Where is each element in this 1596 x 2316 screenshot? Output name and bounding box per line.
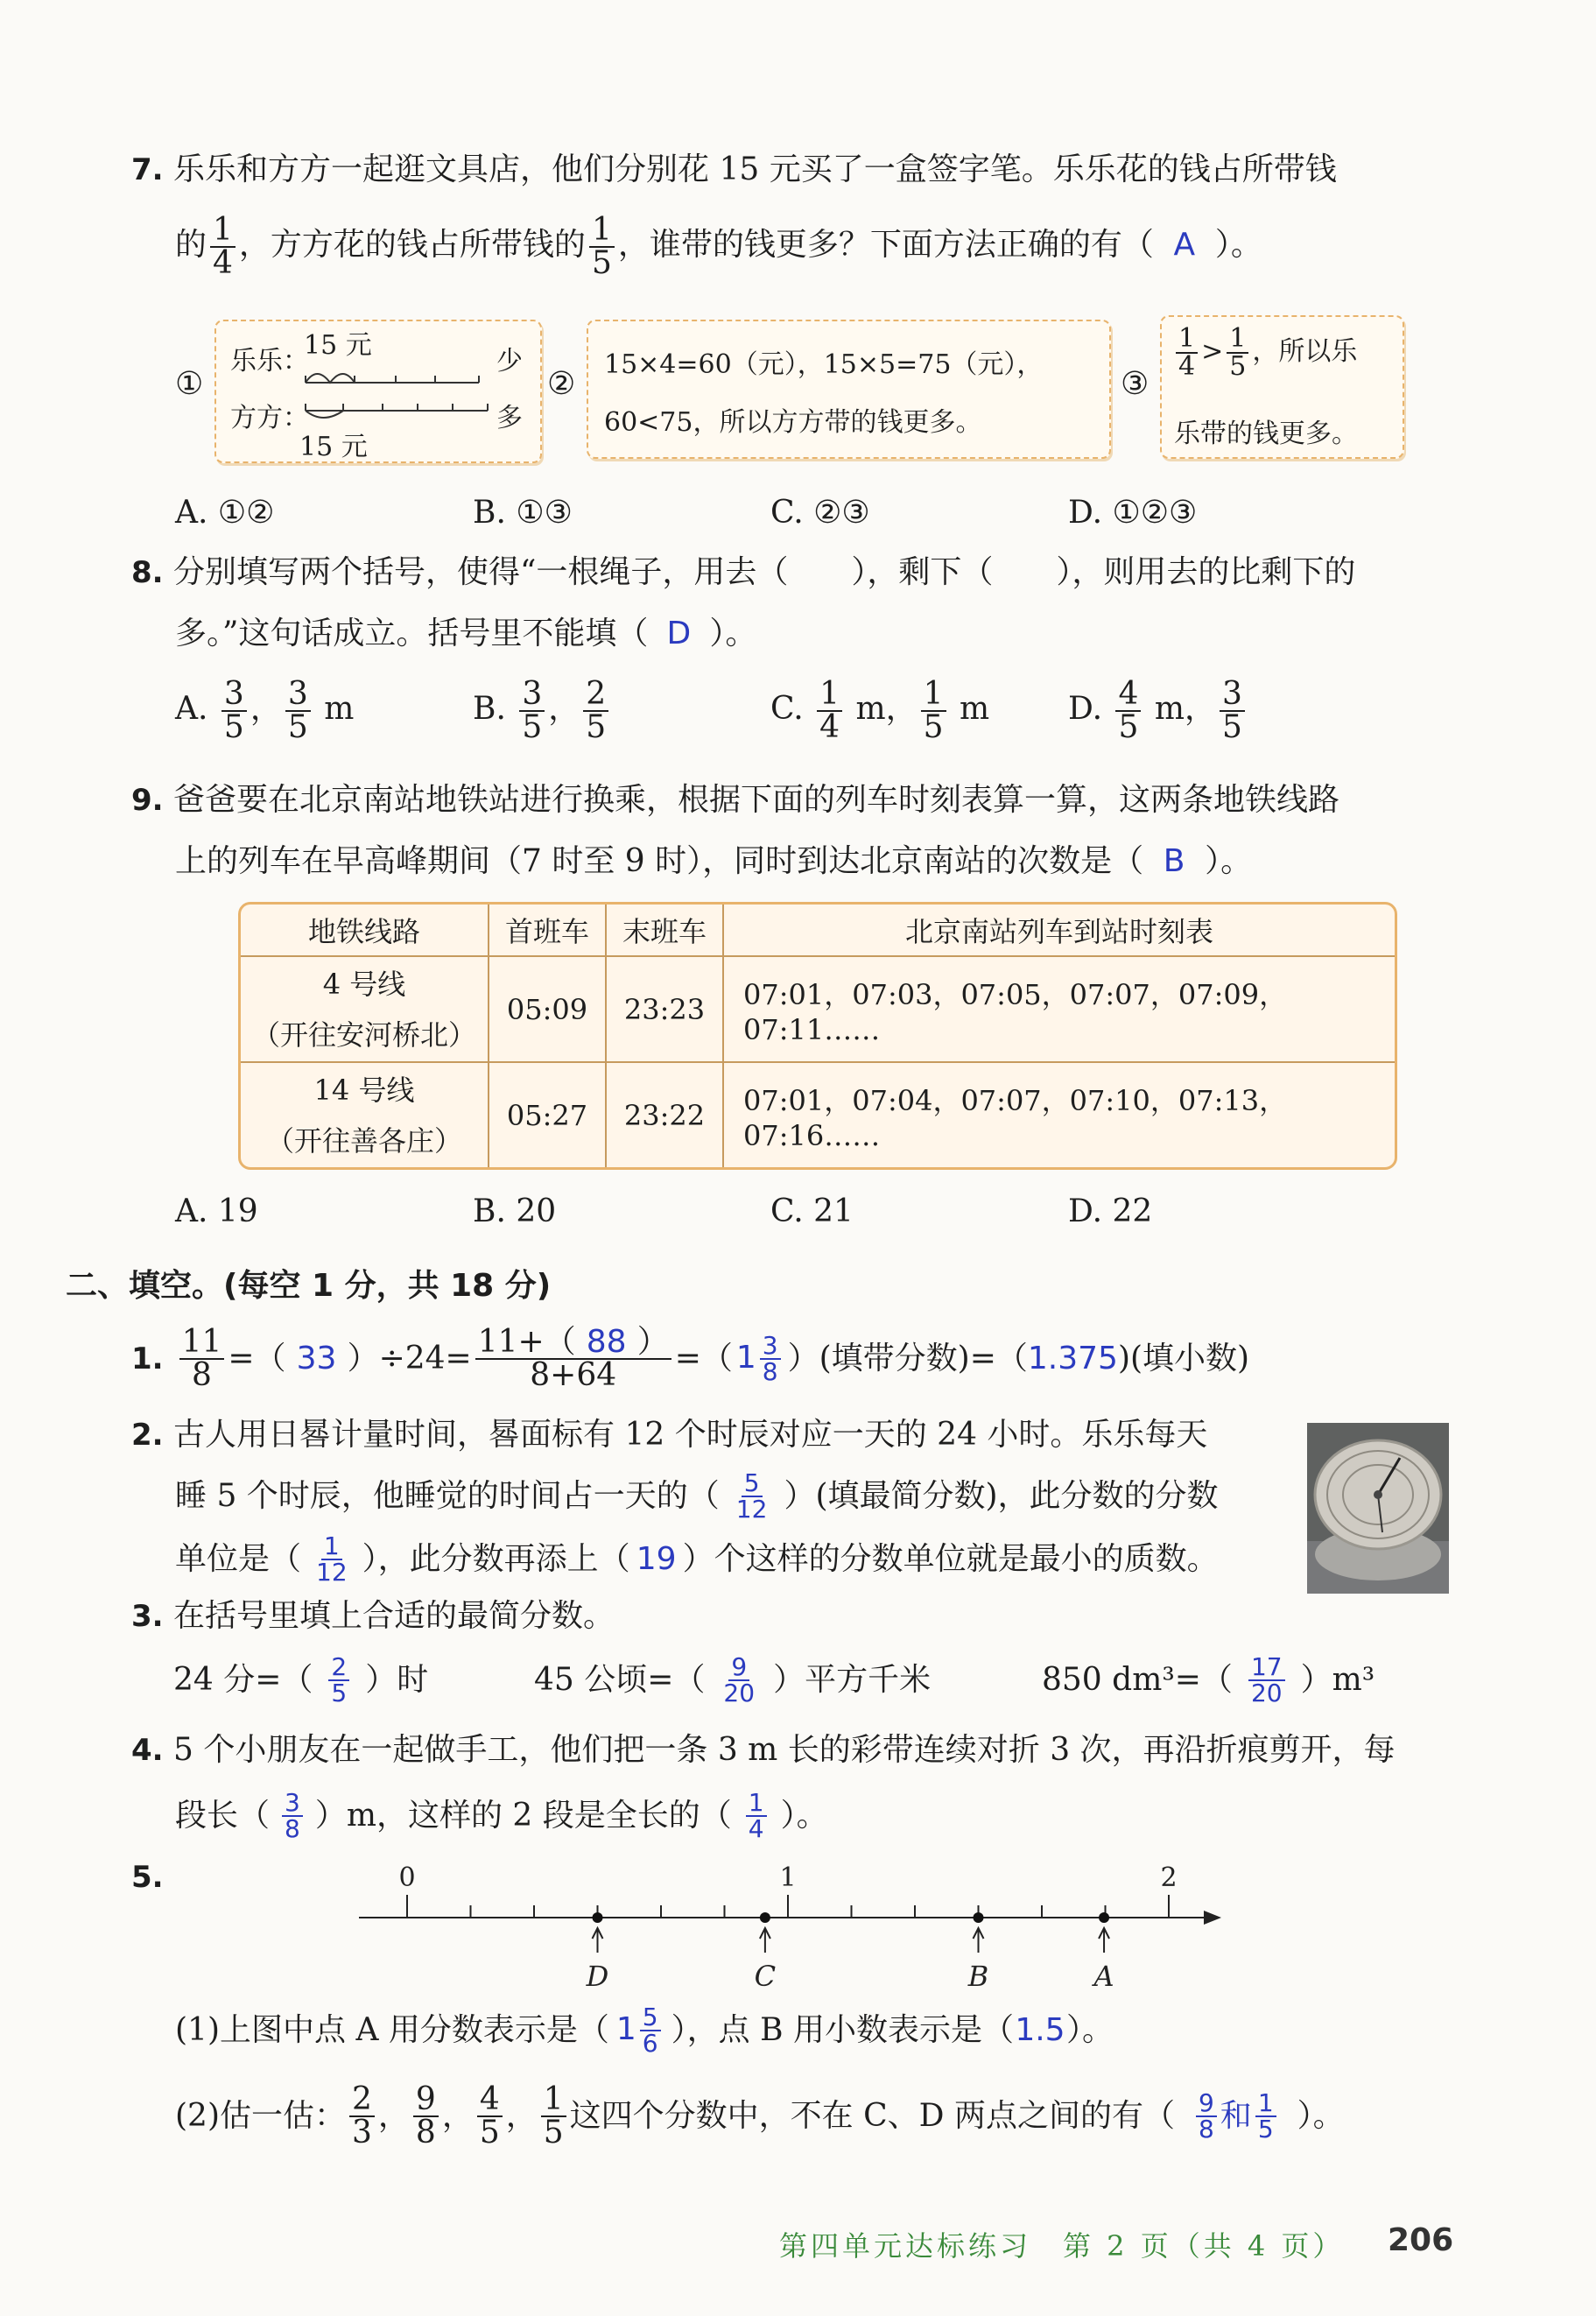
sundial-image bbox=[1307, 1423, 1449, 1594]
table-row: 14 号线 （开往善各庄） 05:27 23:22 07:01，07:04，07:07，07:10，07:13，07:16…… bbox=[241, 1062, 1395, 1167]
q9-option-b: B. 20 bbox=[473, 1193, 557, 1229]
q7-option-b: B. ①③ bbox=[473, 495, 573, 531]
fill-3-c: 850 dm³=（ $\frac{17}{20}$ ）m³ bbox=[1042, 1652, 1375, 1707]
tick-label: 0 bbox=[398, 1862, 416, 1893]
tick-label: 2 bbox=[1160, 1862, 1178, 1893]
timetable-header: 地铁线路 bbox=[241, 905, 489, 956]
point-dot bbox=[1099, 1912, 1109, 1923]
method-3-mark: ③ bbox=[1121, 366, 1150, 402]
fill-5-part1: (1)上图中点 A 用分数表示是（ 1 $\frac{5}{6}$ ），点 B 用小数表示是（ 1.5 ）。 bbox=[175, 2003, 1114, 2058]
method-1-box: 乐乐： 15 元 少 方方： 多 15 元 bbox=[214, 320, 542, 463]
page-number: 206 bbox=[1388, 2222, 1454, 2258]
segment-diagram bbox=[304, 356, 496, 426]
method-2-box: 15×4=60（元），15×5=75（元）， 60<75，所以方方带的钱更多。 bbox=[587, 320, 1111, 459]
fill-4-line1: 4. 5 个小朋友在一起做手工，他们把一条 3 m 长的彩带连续对折 3 次，再沿折痕剪开，每 bbox=[131, 1732, 1396, 1768]
point-dot bbox=[974, 1912, 984, 1923]
fill-3-line1: 3. 在括号里填上合适的最简分数。 bbox=[131, 1598, 615, 1634]
method-1-mark: ① bbox=[175, 366, 204, 402]
tick-label: 1 bbox=[779, 1862, 797, 1893]
timetable-header: 首班车 bbox=[489, 905, 606, 956]
q9-option-c: C. 21 bbox=[770, 1193, 854, 1229]
fill-5-part2: (2)估一估： $\frac{2}{3}$ ， $\frac{9}{8}$ ， $\frac{4}{5}$ ， $\frac{1}{5}$ 这四个分数中，不在 C、D 两点之间的有（ $\frac{9}{8}$ 和 $\frac{1}{5}$ ）。 bbox=[175, 2081, 1345, 2151]
point-label: C bbox=[754, 1960, 777, 1992]
q7-option-a: A. ①② bbox=[175, 495, 275, 531]
q9-line1: 9. 爸爸要在北京南站地铁站进行换乘，根据下面的列车时刻表算一算，这两条地铁线路 bbox=[131, 782, 1340, 818]
fill-5-number: 5. bbox=[131, 1860, 164, 1895]
q7-option-d: D. ①②③ bbox=[1068, 495, 1198, 531]
q9-option-a: A. 19 bbox=[175, 1193, 258, 1229]
timetable-frame bbox=[238, 902, 1397, 1170]
q8-line2: 多。”这句话成立。括号里不能填（ D ）。 bbox=[175, 613, 756, 655]
fill-2-line2: 睡 5 个时辰，他睡觉的时间占一天的（ $\frac{5}{12}$ ）(填最简分数)，此分数的分数 bbox=[175, 1468, 1219, 1524]
fill-4-line2: 段长（ $\frac{3}{8}$ ）m，这样的 2 段是全长的（ $\frac{1}{4}$ ）。 bbox=[175, 1788, 828, 1843]
q7-answer: A bbox=[1173, 227, 1196, 263]
method-2-mark: ② bbox=[547, 366, 576, 402]
method-3-box: $\frac{1}{4}$ > $\frac{1}{5}$ ，所以乐 乐带的钱更多。 bbox=[1160, 315, 1404, 459]
table-row: 4 号线 （开往安河桥北） 05:09 23:23 07:01，07:03，07:05，07:07，07:09，07:11…… bbox=[241, 956, 1395, 1062]
q8-option-d: D. $\frac{4}{5}$ m， $\frac{3}{5}$ bbox=[1068, 679, 1248, 743]
axis-arrow bbox=[1204, 1911, 1221, 1925]
point-dot bbox=[760, 1912, 770, 1923]
fill-1: 1. $\frac{11}{8}$ =（ 33 ）÷24= $\frac{11+( 88 )}{8+64}$ =（ 1 $\frac{3}{8}$ ）(填带分数)=（ 1.375 )(填小数) bbox=[131, 1324, 1250, 1393]
q9-answer: B bbox=[1163, 843, 1185, 879]
fill-2-line3: 单位是（ $\frac{1}{12}$ ），此分数再添上（ 19 ）个这样的分数单位就是最小的质数。 bbox=[175, 1531, 1219, 1587]
q8-line1: 8. 分别填写两个括号，使得“一根绳子，用去（ ），剩下（ ），则用去的比剩下的 bbox=[131, 554, 1356, 590]
fill-2-line1: 2. 古人用日晷计量时间，晷面标有 12 个时辰对应一天的 24 小时。乐乐每天 bbox=[131, 1417, 1208, 1453]
timetable-header: 北京南站列车到站时刻表 bbox=[723, 905, 1395, 956]
number-line bbox=[350, 1848, 1243, 1992]
q8-option-a: A. $\frac{3}{5}$ ， $\frac{3}{5}$ m bbox=[175, 676, 355, 745]
timetable-header: 末班车 bbox=[606, 905, 723, 956]
fill-3-b: 45 公顷=（ $\frac{9}{20}$ ）平方千米 bbox=[534, 1652, 932, 1707]
q8-option-c: C. $\frac{1}{4}$ m， $\frac{1}{5}$ m bbox=[770, 676, 990, 745]
section-title: 二、填空。(每空 1 分，共 18 分) bbox=[66, 1268, 552, 1304]
footer-text: 第四单元达标练习 第 2 页（共 4 页） bbox=[779, 2229, 1345, 2263]
timetable bbox=[241, 905, 1395, 1167]
q9-option-d: D. 22 bbox=[1068, 1193, 1153, 1229]
q8-answer: D bbox=[666, 616, 692, 651]
point-label: B bbox=[967, 1960, 989, 1992]
fill-3-a: 24 分=（ $\frac{2}{5}$ ）时 bbox=[173, 1652, 429, 1707]
q8-option-b: B. $\frac{3}{5}$ ， $\frac{2}{5}$ bbox=[473, 679, 612, 743]
point-label: D bbox=[586, 1960, 609, 1992]
point-label: A bbox=[1093, 1960, 1114, 1992]
q7-line1: 7. 乐乐和方方一起逛文具店，他们分别花 15 元买了一盒签字笔。乐乐花的钱占所带钱 bbox=[131, 151, 1337, 187]
q9-line2: 上的列车在早高峰期间（7 时至 9 时），同时到达北京南站的次数是（ B ）。 bbox=[175, 841, 1252, 883]
q7-option-c: C. ②③ bbox=[770, 495, 870, 531]
q7-line2: 的 $\frac{1}{4}$ ，方方花的钱占所带钱的 $\frac{1}{5}$ ，谁带的钱更多？下面方法正确的有（ A ）。 bbox=[175, 212, 1262, 281]
point-dot bbox=[593, 1912, 603, 1923]
